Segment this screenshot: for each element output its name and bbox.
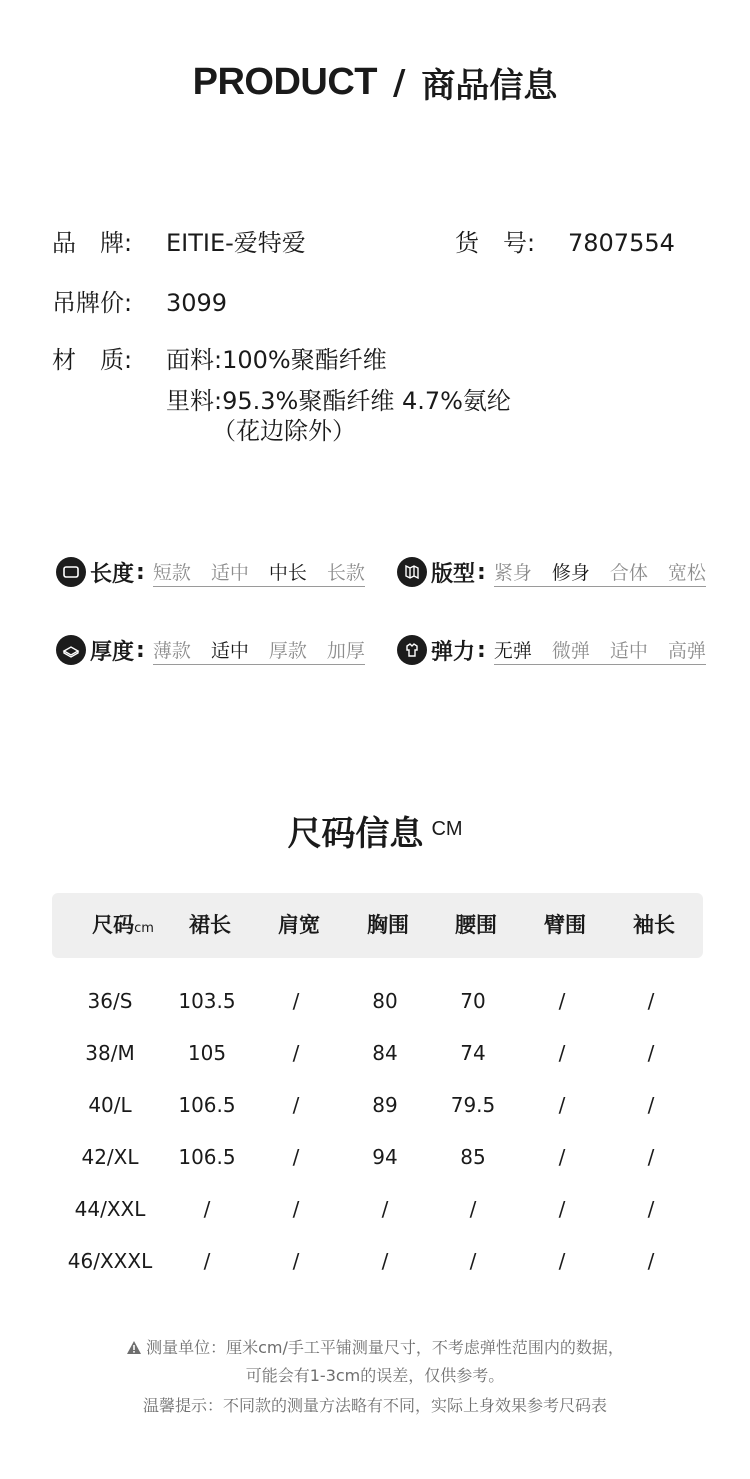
note-line-3: 温馨提示：不同款的测量方法略有不同，实际上身效果参考尺码表 (142, 1396, 607, 1415)
column-header: 裙长 (189, 913, 231, 937)
option-item: 紧身 (493, 561, 532, 584)
table-cell: 74 (460, 1041, 486, 1065)
row-size-label: 38/M (85, 1041, 135, 1065)
table-cell: / (381, 1197, 389, 1221)
warning-icon (126, 1339, 142, 1361)
column-header: 尺码cm (92, 913, 154, 937)
sku-label: 货 号: (455, 229, 536, 257)
column-header-unit: cm (134, 921, 154, 936)
note-line-2: 可能会有1-3cm的误差，仅供参考。 (245, 1366, 505, 1385)
option-item: 微弹 (551, 639, 590, 662)
table-cell: 85 (460, 1145, 486, 1169)
table-cell: / (558, 1249, 566, 1273)
table-cell: / (292, 1041, 300, 1065)
sku-value: 7807554 (568, 229, 675, 257)
option-item-selected: 无弹 (493, 639, 532, 662)
material-line-1: 面料:100%聚酯纤维 (166, 346, 387, 374)
row-size-label: 42/XL (81, 1145, 139, 1169)
size-unit: CM (431, 818, 463, 840)
column-header: 肩宽 (278, 913, 320, 937)
table-cell: / (647, 1041, 655, 1065)
table-cell: 106.5 (178, 1093, 236, 1117)
option-item: 合体 (609, 561, 648, 584)
option-item-selected: 修身 (551, 561, 590, 584)
material-line-3: （花边除外） (212, 417, 356, 445)
price-value: 3099 (166, 289, 228, 317)
size-title: 尺码信息 (287, 814, 424, 854)
table-cell: / (558, 989, 566, 1013)
column-header: 臂围 (544, 913, 586, 937)
table-cell: / (558, 1041, 566, 1065)
note-line-1 (0, 1337, 750, 1361)
column-header: 腰围 (455, 913, 497, 937)
table-cell: / (469, 1197, 477, 1221)
table-cell: / (292, 1197, 300, 1221)
table-cell: / (203, 1197, 211, 1221)
column-header: 胸围 (367, 913, 409, 937)
attr-label: 厚度 (90, 639, 135, 665)
fit-icon (397, 557, 427, 587)
table-cell: / (647, 1093, 655, 1117)
row-size-label: 36/S (87, 989, 133, 1013)
option-item-selected: 中长 (268, 561, 307, 584)
attr-elasticity: 弹力 : 无弹 微弹 适中 高弹 (397, 633, 706, 667)
option-item: 宽松 (667, 561, 706, 584)
brand-label: 品 牌: (52, 229, 133, 257)
elasticity-icon (397, 635, 427, 665)
page-title (0, 58, 750, 107)
column-header: 袖长 (633, 913, 675, 937)
table-cell: / (292, 1093, 300, 1117)
table-cell: 79.5 (450, 1093, 496, 1117)
table-cell: 70 (460, 989, 486, 1013)
table-cell: / (381, 1249, 389, 1273)
table-cell: / (647, 1249, 655, 1273)
title-separator: / (392, 62, 406, 103)
table-cell: / (647, 1197, 655, 1221)
table-cell: / (558, 1197, 566, 1221)
attr-label: 版型 (431, 561, 476, 587)
attr-label: 长度 (90, 561, 135, 587)
option-item: 薄款 (152, 639, 191, 662)
attr-options (494, 636, 706, 665)
size-section-title (0, 806, 750, 855)
attr-label: 弹力 (431, 639, 476, 665)
table-cell: / (647, 1145, 655, 1169)
table-cell: 103.5 (178, 989, 236, 1013)
table-cell: 105 (187, 1041, 227, 1065)
option-item: 厚款 (268, 639, 307, 662)
table-cell: / (647, 989, 655, 1013)
table-cell: / (469, 1249, 477, 1273)
option-item-selected: 适中 (210, 639, 249, 662)
table-cell: / (292, 1249, 300, 1273)
size-table-header (52, 893, 703, 958)
attr-options (153, 558, 365, 587)
table-cell: / (292, 989, 300, 1013)
thickness-icon (56, 635, 86, 665)
table-cell: 89 (372, 1093, 398, 1117)
attr-fit: 版型 : 紧身 修身 合体 宽松 (397, 555, 706, 589)
table-cell: 84 (372, 1041, 398, 1065)
table-cell: / (558, 1145, 566, 1169)
attr-length: 长度 : 短款 适中 中长 长款 (56, 555, 365, 589)
note-text-1: 测量单位：厘米cm/手工平铺测量尺寸，不考虑弹性范围内的数据， (146, 1338, 624, 1357)
attr-thickness: 厚度 : 薄款 适中 厚款 加厚 (56, 633, 365, 667)
option-item: 高弹 (667, 639, 706, 662)
material-label: 材 质: (52, 346, 133, 374)
attr-options (494, 558, 706, 587)
table-cell: 80 (372, 989, 398, 1013)
table-cell: / (558, 1093, 566, 1117)
price-label: 吊牌价: (52, 289, 133, 317)
brand-value: EITIE-爱特爱 (166, 229, 306, 257)
material-line-2: 里料:95.3%聚酯纤维 4.7%氨纶 (166, 387, 511, 415)
option-item: 短款 (152, 561, 191, 584)
attr-options (153, 636, 365, 665)
row-size-label: 44/XXL (74, 1197, 146, 1221)
table-cell: 106.5 (178, 1145, 236, 1169)
title-cn: 商品信息 (421, 66, 558, 106)
option-item: 加厚 (326, 639, 365, 662)
option-item: 适中 (609, 639, 648, 662)
row-size-label: 40/L (88, 1093, 132, 1117)
table-cell: / (203, 1249, 211, 1273)
length-icon (56, 557, 86, 587)
option-item: 适中 (210, 561, 249, 584)
row-size-label: 46/XXXL (67, 1249, 153, 1273)
title-en: PRODUCT (192, 61, 377, 103)
table-cell: / (292, 1145, 300, 1169)
table-cell: 94 (372, 1145, 398, 1169)
option-item: 长款 (326, 561, 365, 584)
